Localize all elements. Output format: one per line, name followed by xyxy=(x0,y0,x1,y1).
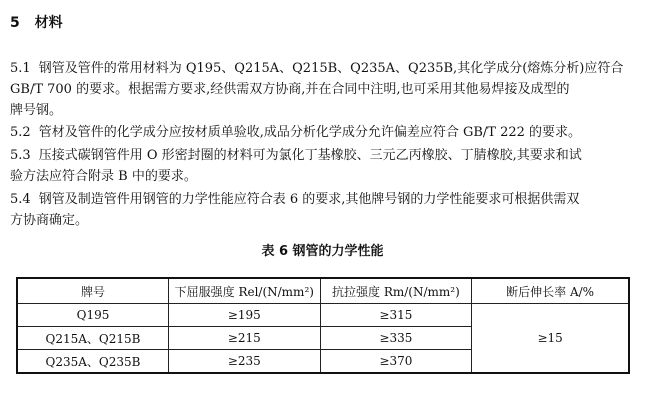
paragraph-5-1 xyxy=(10,58,636,121)
paragraph-number: 5.3 xyxy=(10,148,31,163)
cell-yield: ≥235 xyxy=(168,350,320,374)
header-elongation: 断后伸长率 A/% xyxy=(472,278,629,304)
table-caption: 表 6 钢管的力学性能 xyxy=(261,244,384,259)
paragraph-5-3 xyxy=(10,145,636,187)
paragraph-number: 5.2 xyxy=(10,125,31,140)
paragraph-line: 压接式碳钢管件用 O 形密封圈的材料可为氯化丁基橡胶、三元乙丙橡胶、丁腈橡胶,其要求和试 xyxy=(38,148,582,163)
header-tensile-strength: 抗拉强度 Rm/(N/mm²) xyxy=(320,278,472,304)
paragraph-line: GB/T 700 的要求。根据需方要求,经供需双方协商,并在合同中注明,也可采用其他易焊接及成型的 xyxy=(10,82,570,97)
paragraph-line: 方协商确定。 xyxy=(10,213,89,228)
paragraph-line: 管材及管件的化学成分应按材质单验收,成品分析化学成分允许偏差应符合 GB/T 222 的要求。 xyxy=(38,125,582,140)
cell-yield: ≥195 xyxy=(168,304,320,327)
paragraph-line: 验方法应符合附录 B 中的要求。 xyxy=(10,169,197,184)
cell-grade: Q195 xyxy=(17,304,168,327)
paragraph-number: 5.4 xyxy=(10,192,31,207)
cell-grade: Q215A、Q215B xyxy=(17,327,168,350)
cell-tensile: ≥335 xyxy=(320,327,472,350)
table-header-row xyxy=(17,278,629,304)
cell-yield: ≥215 xyxy=(168,327,320,350)
cell-tensile: ≥370 xyxy=(320,350,472,374)
paragraph-5-4 xyxy=(10,189,636,231)
cell-grade: Q235A、Q235B xyxy=(17,350,168,374)
header-grade: 牌号 xyxy=(17,278,168,304)
paragraph-line: 钢管及管件的常用材料为 Q195、Q215A、Q215B、Q235A、Q235B,其化学成分(熔炼分析)应符合 xyxy=(38,61,624,76)
section-heading xyxy=(10,12,63,32)
table-row xyxy=(17,304,629,327)
mechanical-properties-table xyxy=(16,277,630,374)
cell-tensile: ≥315 xyxy=(320,304,472,327)
paragraph-number: 5.1 xyxy=(10,61,31,76)
cell-elongation: ≥15 xyxy=(472,304,629,374)
section-title: 材料 xyxy=(34,15,63,31)
paragraph-line: 牌号钢。 xyxy=(10,103,63,118)
section-number: 5 xyxy=(10,15,20,31)
header-yield-strength: 下屈服强度 Rel/(N/mm²) xyxy=(168,278,320,304)
paragraph-5-2 xyxy=(10,122,636,143)
paragraph-line: 钢管及制造管件用钢管的力学性能应符合表 6 的要求,其他牌号钢的力学性能要求可根据供需双 xyxy=(38,192,580,207)
